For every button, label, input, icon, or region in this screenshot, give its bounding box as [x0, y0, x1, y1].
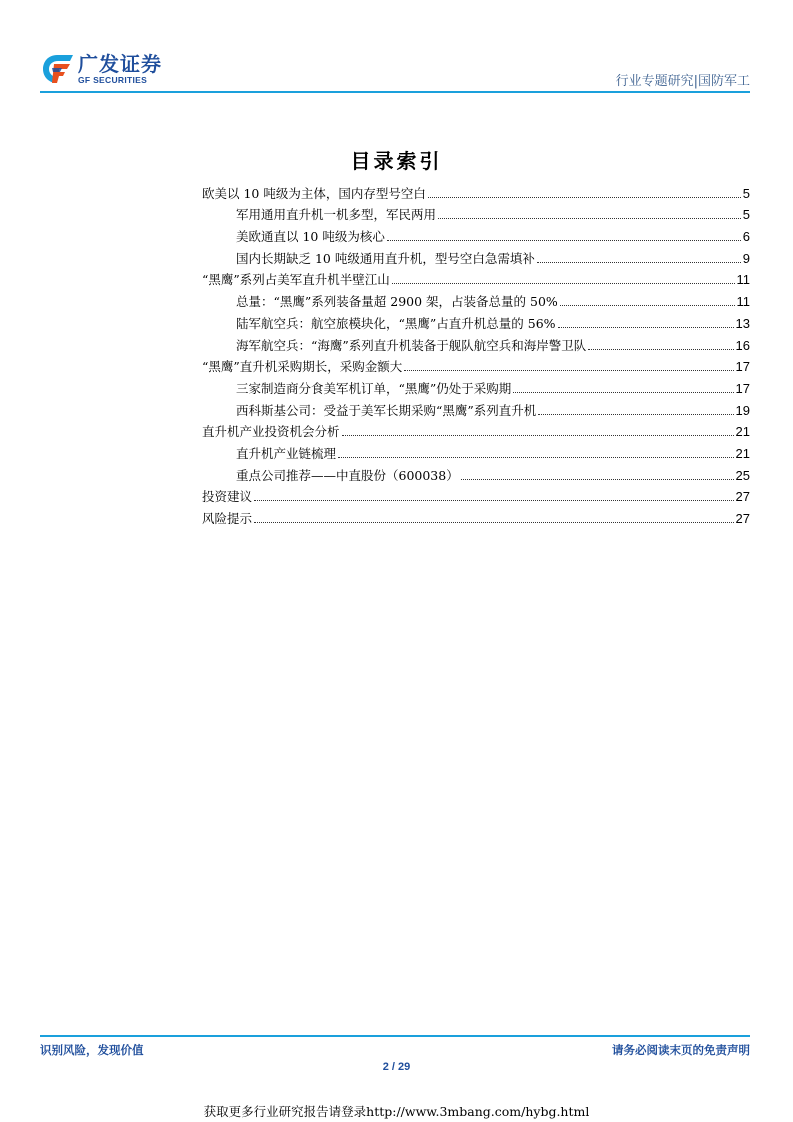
- watermark-link-text[interactable]: 获取更多行业研究报告请登录http://www.3mbang.com/hybg.html: [203, 1104, 590, 1119]
- report-category: 行业专题研究|国防军工: [615, 74, 750, 89]
- toc-entry-text: 西科斯基公司：受益于美军长期采购“黑鹰”系列直升机: [236, 402, 537, 418]
- toc-entry-text: 直升机产业投资机会分析: [202, 424, 340, 440]
- toc-entry[interactable]: [202, 484, 750, 506]
- toc-entry-text: 美欧通直以 10 吨级为核心: [236, 229, 385, 245]
- toc-leader-dots: [588, 349, 733, 350]
- toc-leader-dots: [342, 435, 734, 436]
- logo-chinese-name: 广发证券: [78, 52, 162, 76]
- footer-slogan: 识别风险，发现价值: [40, 1043, 144, 1057]
- toc-entry-page: 13: [735, 315, 750, 331]
- toc-entry-text: 欧美以 10 吨级为主体，国内存型号空白: [202, 185, 426, 201]
- toc-entry-page: 6: [742, 229, 750, 245]
- toc-entry-page: 5: [742, 207, 750, 223]
- toc-entry[interactable]: [202, 223, 750, 245]
- toc-entry[interactable]: [202, 332, 750, 354]
- toc-entry[interactable]: [202, 354, 750, 376]
- toc-entry[interactable]: [202, 245, 750, 267]
- toc-leader-dots: [392, 283, 735, 284]
- toc-entry[interactable]: [202, 267, 750, 289]
- toc-entry[interactable]: [202, 375, 750, 397]
- toc-entry[interactable]: [202, 288, 750, 310]
- toc-leader-dots: [538, 414, 733, 415]
- toc-leader-dots: [438, 218, 741, 219]
- toc-entry[interactable]: [202, 419, 750, 441]
- toc-entry-page: 16: [735, 337, 750, 353]
- toc-entry-page: 5: [742, 185, 750, 201]
- toc-leader-dots: [537, 262, 741, 263]
- toc-leader-dots: [560, 305, 735, 306]
- page-header: [40, 50, 750, 92]
- toc-entry-text: “黑鹰”直升机采购期长，采购金额大: [202, 359, 403, 375]
- toc-entry-page: 21: [735, 445, 750, 461]
- toc-entry-text: 陆军航空兵：航空旅模块化，“黑鹰”占直升机总量的 56%: [236, 315, 556, 331]
- toc-leader-dots: [387, 240, 741, 241]
- footer-disclaimer-note: 请务必阅读末页的免责声明: [612, 1043, 750, 1057]
- toc-leader-dots: [404, 370, 733, 371]
- toc-entry-text: 三家制造商分食美军机订单，“黑鹰”仍处于采购期: [236, 380, 512, 396]
- header-divider: [40, 91, 750, 93]
- toc-entry-page: 9: [742, 250, 750, 266]
- toc-entry-text: 总量：“黑鹰”系列装备量超 2900 架，占装备总量的 50%: [236, 294, 558, 310]
- toc-entry-text: 投资建议: [202, 489, 253, 505]
- toc-entry-page: 11: [736, 272, 750, 288]
- footer-divider: [40, 1035, 750, 1037]
- toc-entry[interactable]: [202, 310, 750, 332]
- toc-entry-text: 海军航空兵：“海鹰”系列直升机装备于舰队航空兵和海岸警卫队: [236, 337, 587, 353]
- toc-entry-page: 11: [736, 294, 750, 310]
- toc-entry-page: 27: [735, 489, 750, 505]
- toc-leader-dots: [254, 522, 734, 523]
- toc-leader-dots: [461, 479, 734, 480]
- toc-entry-text: 直升机产业链梳理: [236, 445, 337, 461]
- toc-entry[interactable]: [202, 202, 750, 224]
- toc-leader-dots: [558, 327, 734, 328]
- toc-entry[interactable]: [202, 462, 750, 484]
- toc-entry[interactable]: [202, 397, 750, 419]
- toc-title: 目录索引: [350, 149, 443, 173]
- page-number: 2 / 29: [382, 1061, 411, 1073]
- table-of-contents: [202, 180, 750, 527]
- toc-entry-text: 国内长期缺乏 10 吨级通用直升机，型号空白急需填补: [236, 250, 535, 266]
- gf-securities-logo: [40, 52, 162, 86]
- toc-entry-page: 17: [735, 380, 750, 396]
- toc-entry-page: 25: [735, 467, 750, 483]
- toc-entry-page: 17: [735, 359, 750, 375]
- toc-entry[interactable]: [202, 505, 750, 527]
- toc-entry-text: 风险提示: [202, 511, 253, 526]
- toc-entry[interactable]: [202, 180, 750, 202]
- logo-english-name: GF SECURITIES: [78, 75, 148, 85]
- toc-entry-text: “黑鹰”系列占美军直升机半壁江山: [202, 272, 390, 288]
- toc-entry[interactable]: [202, 440, 750, 462]
- toc-leader-dots: [254, 500, 734, 501]
- toc-entry-page: 19: [735, 402, 750, 418]
- toc-leader-dots: [338, 457, 734, 458]
- toc-entry-page: 21: [735, 424, 750, 440]
- toc-entry-text: 重点公司推荐——中直股份（600038）: [236, 467, 459, 483]
- gf-logo-icon: [40, 52, 74, 86]
- toc-leader-dots: [428, 197, 741, 198]
- toc-entry-page: 27: [735, 511, 750, 526]
- toc-leader-dots: [513, 392, 733, 393]
- toc-entry-text: 军用通用直升机一机多型，军民两用: [236, 207, 437, 223]
